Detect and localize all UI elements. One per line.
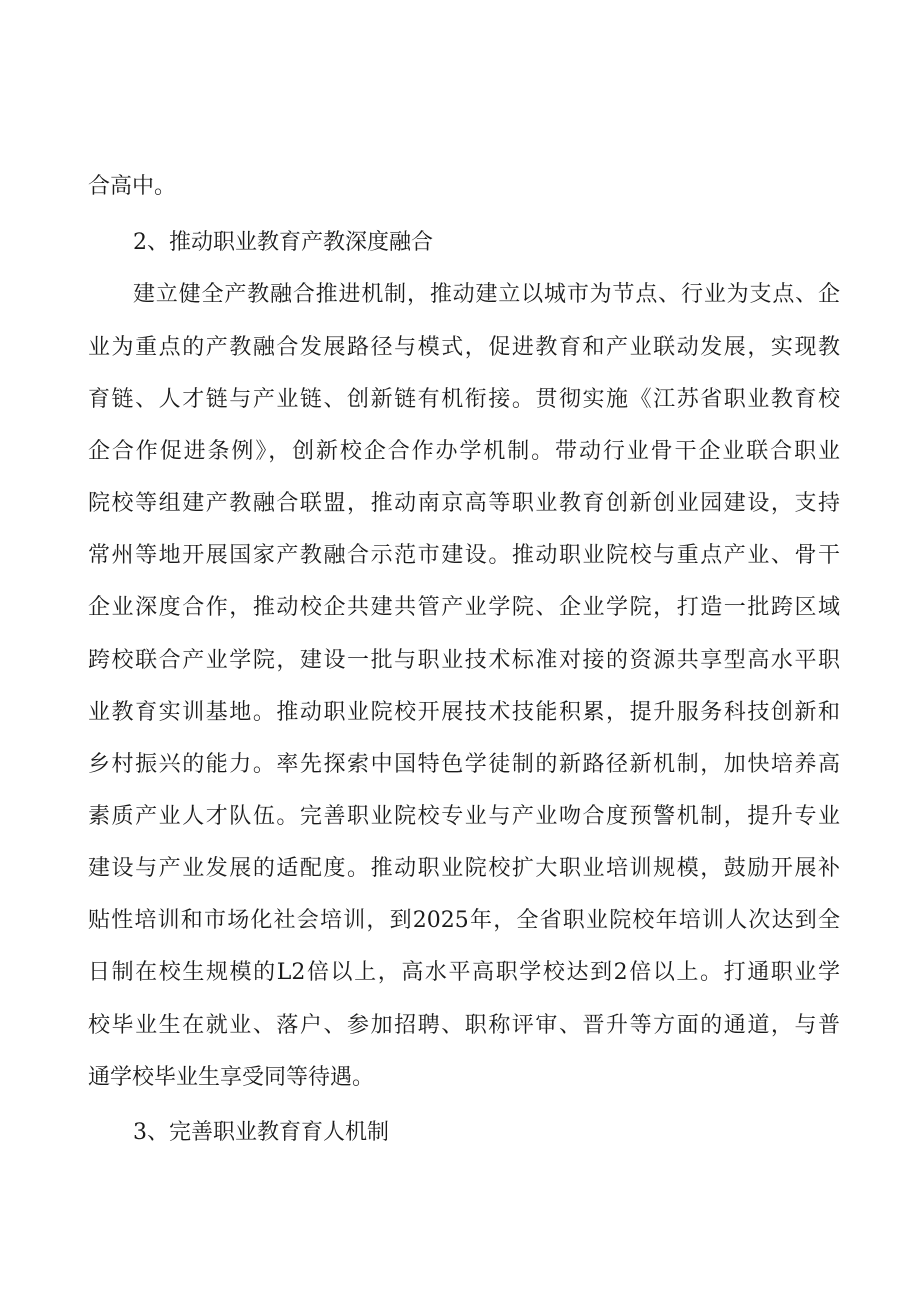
section-heading-2: 2、推动职业教育产教深度融合	[133, 230, 433, 255]
paragraph-line: 常州等地开展国家产教融合示范市建设。推动职业院校与重点产业、骨干	[88, 543, 840, 568]
paragraph-line: 素质产业人才队伍。完善职业院校专业与产业吻合度预警机制，提升专业	[88, 804, 840, 829]
section-heading-3: 3、完善职业教育育人机制	[133, 1120, 389, 1145]
paragraph-line: 建设与产业发展的适配度。推动职业院校扩大职业培训规模，鼓励开展补	[88, 856, 840, 881]
paragraph-line: 日制在校生规模的L2倍以上，高水平高职学校达到2倍以上。打通职业学	[88, 960, 840, 985]
paragraph-line: 院校等组建产教融合联盟，推动南京高等职业教育创新创业园建设，支持	[88, 491, 840, 516]
paragraph-line: 跨校联合产业学院，建设一批与职业技术标准对接的资源共享型高水平职	[88, 648, 840, 673]
paragraph-tail: 合高中。	[88, 174, 177, 199]
paragraph-line: 企合作促进条例》，创新校企合作办学机制。带动行业骨干企业联合职业	[88, 439, 840, 464]
paragraph-line: 通学校毕业生享受同等待遇。	[88, 1065, 375, 1090]
paragraph-line: 校毕业生在就业、落户、参加招聘、职称评审、晋升等方面的通道，与普	[88, 1013, 840, 1038]
paragraph-line: 贴性培训和市场化社会培训，到2025年，全省职业院校年培训人次达到全	[88, 908, 840, 933]
paragraph-line: 业为重点的产教融合发展路径与模式，促进教育和产业联动发展，实现教	[88, 335, 840, 360]
paragraph-line: 企业深度合作，推动校企共建共管产业学院、企业学院，打造一批跨区域	[88, 595, 840, 620]
paragraph-line: 建立健全产教融合推进机制，推动建立以城市为节点、行业为支点、企	[133, 282, 840, 307]
paragraph-line: 育链、人才链与产业链、创新链有机衔接。贯彻实施《江苏省职业教育校	[88, 387, 840, 412]
paragraph-line: 乡村振兴的能力。率先探索中国特色学徒制的新路径新机制，加快培养高	[88, 752, 840, 777]
paragraph-line: 业教育实训基地。推动职业院校开展技术技能积累，提升服务科技创新和	[88, 700, 840, 725]
